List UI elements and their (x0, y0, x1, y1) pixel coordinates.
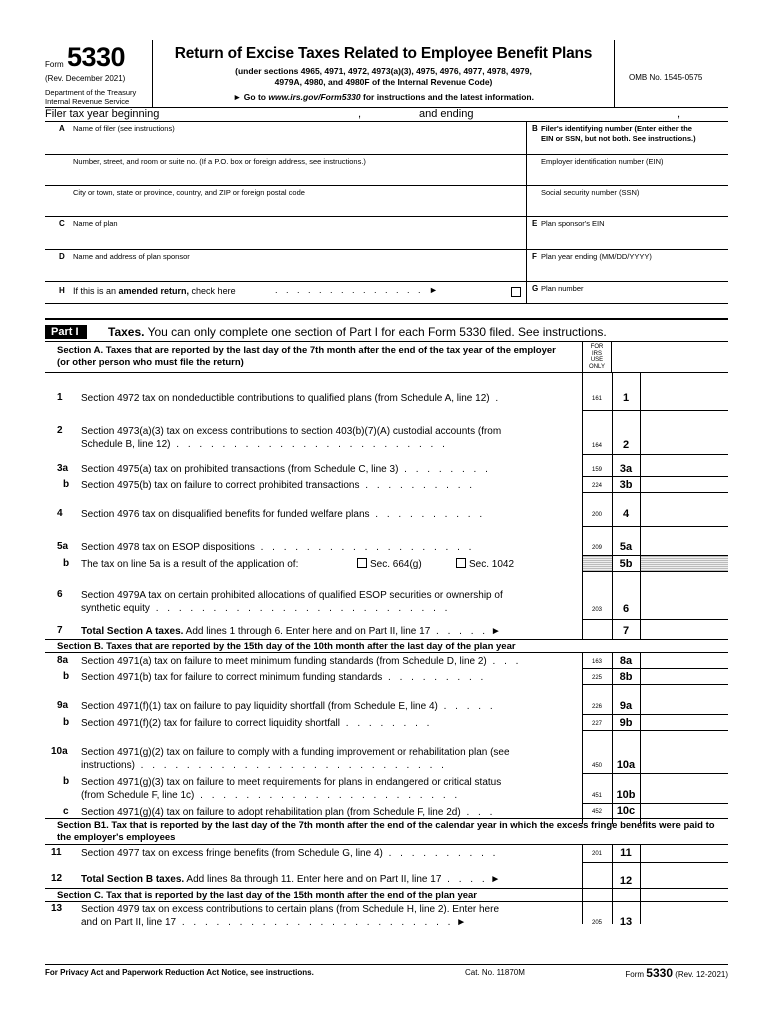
form-title-block (153, 40, 615, 108)
line-7-amount[interactable] (641, 620, 728, 639)
form-title: Return of Excise Taxes Related to Employee Benefit Plans (174, 45, 593, 62)
line-10a: 10a Section 4971(g)(2) tax on failure to comply with a funding improvement or rehabilitation plan (see instructions) . . . . . . . . . . . . . . . . . . . . . . . . . . . 450 10a (45, 731, 728, 774)
tax-year-label: Filer tax year beginning (45, 108, 160, 120)
form-subtitle: (under sections 4965, 4971, 4972, 4973(a)(3), 4975, 4976, 4977, 4978, 4979, 4979A, 4980, and 4980F of the Internal Revenue Code) (235, 66, 532, 87)
line-12-amount[interactable] (641, 863, 728, 888)
street-row[interactable] (45, 155, 728, 186)
omb-block (615, 40, 728, 108)
line-8b-amount[interactable] (641, 669, 728, 684)
plan-number-field[interactable]: Plan number (541, 284, 584, 293)
line-10b: b Section 4971(g)(3) tax on failure to meet requirements for plans in endangered or critical status (from Schedule F, line 1c) . . . . . . . . . . . . . . . . . . . . . . . 451 10b (45, 774, 728, 804)
plan-name-field[interactable]: Name of plan (73, 219, 118, 228)
line-3a: 3a Section 4975(a) tax on prohibited transactions (from Schedule C, line 3) . . . . . . . . 159 3a (45, 461, 728, 477)
sec-664g-option[interactable]: Sec. 664(g) (357, 558, 422, 570)
line-12: 12 Total Section B taxes. Add lines 8a through 11. Enter here and on Part II, line 17 . . . . ► 12 (45, 863, 728, 888)
line-9b: b Section 4971(f)(2) tax for failure to correct liquidity shortfall . . . . . . . . 227 9b (45, 715, 728, 731)
section-c-heading: Section C. Tax that is reported by the last day of the 15th month after the end of the plan year (45, 888, 728, 902)
form-word: Form (45, 60, 64, 69)
sponsor-row[interactable]: D Name and address of plan sponsor F Plan year ending (MM/DD/YYYY) (45, 250, 728, 282)
catalog-number: Cat. No. 11870M (465, 968, 525, 977)
filer-id-label: Filer's identifying number (Enter either the EIN or SSN, but not both. See instructions.) (541, 124, 696, 143)
line-4: 4 Section 4976 tax on disqualified benefits for funded welfare plans . . . . . . . . . . 200 4 (45, 493, 728, 527)
filer-name-row[interactable]: A Name of filer (see instructions) B Filer's identifying number (Enter either the EIN or SSN, but not both. See instructions.) (45, 122, 728, 155)
line-1: 1 Section 4972 tax on nondeductible contributions to qualified plans (from Schedule A, line 12) . 161 1 (45, 373, 728, 411)
irs-use-only-label: FOR IRS USE ONLY (582, 342, 612, 373)
form-number: 5330 (67, 42, 126, 72)
line-13: 13 Section 4979 tax on excess contributions to certain plans (from Schedule H, line 2). Enter here and on Part II, line 17 . . . . . . . . . . . . . . . . . . . . . . . . ► 205 13 (45, 902, 728, 930)
line-6-amount[interactable] (641, 597, 728, 619)
line-8b: b Section 4971(b) tax for failure to correct minimum funding standards . . . . . . . . . 225 8b (45, 669, 728, 685)
sec-664g-checkbox[interactable] (357, 558, 367, 568)
ssn-field[interactable]: Social security number (SSN) (541, 188, 640, 197)
amended-row: H If this is an amended return, check here . . . . . . . . . . . . . . ► G Plan number (45, 282, 728, 304)
section-a-heading: Section A. Taxes that are reported by the last day of the 7th month after the end of the tax year of the employer (or other person who must file the return) FOR IRS USE ONLY (45, 342, 728, 373)
part-1-lines (45, 342, 728, 942)
instructions-link-line: ► Go to www.irs.gov/Form5330 for instructions and the latest information. (233, 92, 534, 102)
privacy-notice: For Privacy Act and Paperwork Reduction Act Notice, see instructions. (45, 968, 314, 977)
line-3b-amount[interactable] (641, 477, 728, 492)
part-1-heading (45, 318, 728, 342)
line-3a-amount[interactable] (641, 461, 728, 476)
revision-date: (Rev. December 2021) (45, 74, 126, 83)
city-row[interactable] (45, 186, 728, 217)
line-8a: 8a Section 4971(a) tax on failure to meet minimum funding standards (from Schedule D, line 2) . . . 163 8a (45, 653, 728, 669)
irs-url-link[interactable]: www.irs.gov/Form5330 (268, 92, 361, 102)
line-8a-amount[interactable] (641, 653, 728, 668)
line-10c: c Section 4971(g)(4) tax on failure to adopt rehabilitation plan (from Schedule F, line 2d) . . . 452 10c (45, 804, 728, 824)
sec-1042-checkbox[interactable] (456, 558, 466, 568)
section-b-heading: Section B. Taxes that are reported by the 15th day of the 10th month after the last day of the plan year (45, 639, 728, 653)
line-9a: 9a Section 4971(f)(1) tax on failure to pay liquidity shortfall (from Schedule E, line 4) . . . . . 226 9a (45, 685, 728, 715)
line-1-amount[interactable] (641, 387, 728, 410)
tax-year-row: Filer tax year beginning , and ending , (45, 108, 728, 122)
line-10a-amount[interactable] (641, 753, 728, 773)
line-5a-amount[interactable] (641, 537, 728, 555)
part-1-tag: Part I (45, 325, 87, 339)
line-7: 7 Total Section A taxes. Add lines 1 through 6. Enter here and on Part II, line 17 . . . . . ► 7 (45, 620, 728, 639)
department: Department of the Treasury Internal Revenue Service (45, 88, 137, 106)
line-11: 11 Section 4977 tax on excess fringe benefits (from Schedule G, line 4) . . . . . . . . . . 201 11 (45, 845, 728, 863)
line-2-amount[interactable] (641, 433, 728, 454)
line-10b-amount[interactable] (641, 784, 728, 803)
filer-name-field[interactable]: Name of filer (see instructions) (73, 124, 175, 133)
line-6: 6 Section 4979A tax on certain prohibited allocations of qualified ESOP securities or ownership of synthetic equity . . . . . . . . . . . . . . . . . . . . . . . . . . 203 6 (45, 572, 728, 620)
part-1-title: Taxes. You can only complete one section of Part I for each Form 5330 filed. See instructions. (108, 325, 607, 339)
amended-label: If this is an amended return, check here (73, 286, 236, 296)
footer-form-id: Form 5330 (Rev. 12-2021) (625, 966, 728, 980)
street-field[interactable]: Number, street, and room or suite no. (If a P.O. box or foreign address, see instructions.) (73, 157, 366, 166)
line-4-amount[interactable] (641, 505, 728, 526)
sec-1042-option[interactable]: Sec. 1042 (456, 558, 514, 570)
ein-field[interactable]: Employer identification number (EIN) (541, 157, 664, 166)
line-9b-amount[interactable] (641, 715, 728, 730)
sponsor-name-field[interactable]: Name and address of plan sponsor (73, 252, 190, 261)
line-2: 2 Section 4973(a)(3) tax on excess contributions to section 403(b)(7)(A) custodial accounts (from Schedule B, line 12) . . . . . . . . . . . . . . . . . . . . . . . . 164 2 (45, 411, 728, 461)
line-5b: b The tax on line 5a is a result of the application of: Sec. 664(g) Sec. 1042 5b (45, 556, 728, 572)
section-b1-heading: Section B1. Tax that is reported by the last day of the 7th month after the end of the calendar year in which the excess fringe benefits were paid to the employer's employees (45, 818, 728, 845)
line-3b: b Section 4975(b) tax on failure to correct prohibited transactions . . . . . . . . . . 224 3b (45, 477, 728, 493)
form-5330-page (45, 40, 728, 942)
omb-number: OMB No. 1545-0575 (629, 73, 703, 82)
sponsor-ein-field[interactable]: Plan sponsor's EIN (541, 219, 605, 228)
plan-year-ending-field[interactable]: Plan year ending (MM/DD/YYYY) (541, 252, 652, 261)
line-11-amount[interactable] (641, 845, 728, 862)
line-9a-amount[interactable] (641, 697, 728, 714)
line-10c-amount[interactable] (641, 804, 728, 818)
and-ending-label: and ending (419, 108, 474, 120)
plan-name-row[interactable]: C Name of plan E Plan sponsor's EIN (45, 217, 728, 250)
city-field[interactable]: City or town, state or province, country, and ZIP or foreign postal code (73, 188, 305, 197)
form-id-block (45, 40, 153, 108)
form-header (45, 40, 728, 108)
amended-return-checkbox[interactable] (511, 287, 521, 297)
line-5a: 5a Section 4978 tax on ESOP dispositions . . . . . . . . . . . . . . . . . . . 209 5a (45, 527, 728, 556)
line-13-amount[interactable] (641, 902, 728, 930)
form-footer (45, 964, 728, 980)
